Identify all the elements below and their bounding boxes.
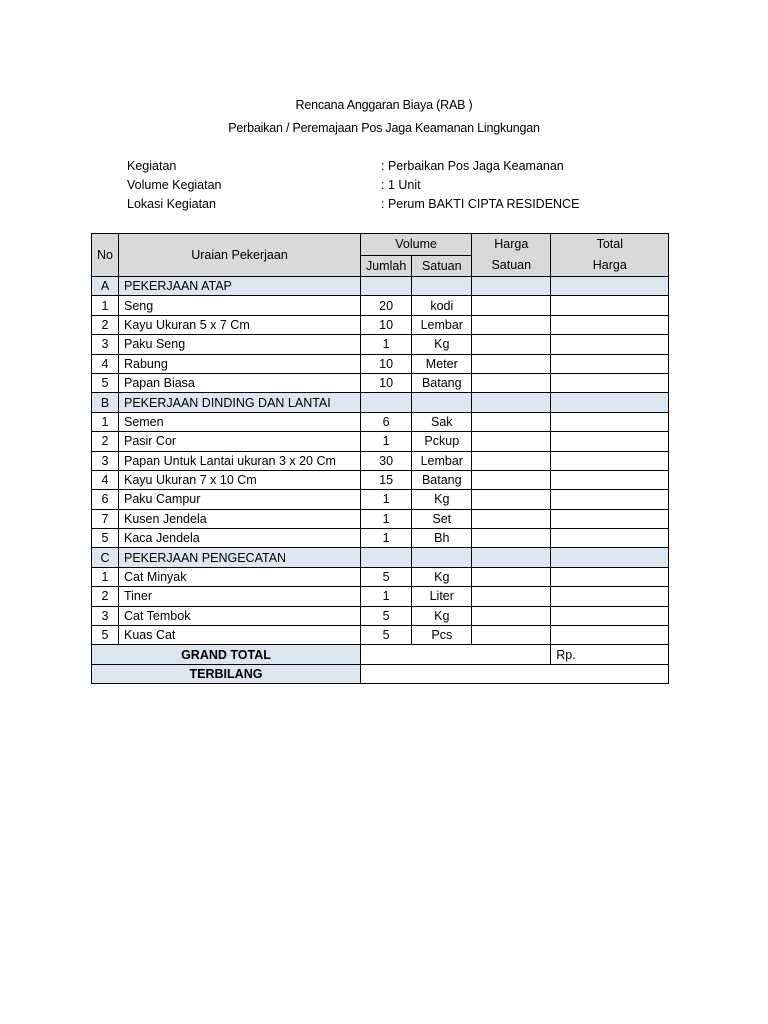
cell-satuan: Sak [412, 412, 472, 431]
cell-no: 1 [92, 296, 119, 315]
cell-jumlah: 30 [360, 451, 411, 470]
cell-no: 2 [92, 432, 119, 451]
cell-harga-satuan [472, 451, 551, 470]
table-row [92, 626, 669, 645]
grand-total-row [92, 645, 669, 664]
cell-satuan: Pckup [412, 432, 472, 451]
cell-no: 2 [92, 315, 119, 334]
cell-total-harga [551, 412, 669, 431]
document-title: Rencana Anggaran Biaya (RAB ) [295, 98, 473, 112]
cell-harga-satuan [472, 626, 551, 645]
cell-satuan: Kg [412, 567, 472, 586]
cell-harga-satuan [472, 509, 551, 528]
cell-uraian: Kuas Cat [118, 626, 360, 645]
cell-uraian: Kayu Ukuran 7 x 10 Cm [118, 470, 360, 489]
table-row [92, 296, 669, 315]
table-row [92, 451, 669, 470]
section-code: C [92, 548, 119, 567]
cell-uraian: Paku Seng [118, 335, 360, 354]
header-satuan: Satuan [412, 255, 472, 277]
cell-harga-satuan [472, 529, 551, 548]
header-total-harga [551, 234, 669, 277]
cell-satuan: Lembar [412, 315, 472, 334]
cell-total-harga [551, 373, 669, 392]
cell-harga-satuan [472, 335, 551, 354]
section-code: B [92, 393, 119, 412]
cell-no: 7 [92, 509, 119, 528]
table-header-row [92, 234, 669, 256]
cell-jumlah: 10 [360, 373, 411, 392]
cell-total-harga [551, 587, 669, 606]
cell-total-harga [551, 567, 669, 586]
info-label: Kegiatan [127, 159, 177, 173]
cell-satuan: Kg [412, 606, 472, 625]
cell-harga-satuan [472, 354, 551, 373]
cell-uraian: Pasir Cor [118, 432, 360, 451]
cell-empty [412, 393, 472, 412]
section-name: PEKERJAAN PENGECATAN [118, 548, 360, 567]
cell-jumlah: 6 [360, 412, 411, 431]
header-uraian: Uraian Pekerjaan [118, 234, 360, 277]
cell-jumlah: 1 [360, 335, 411, 354]
table-row [92, 470, 669, 489]
cell-jumlah: 15 [360, 470, 411, 489]
cell-satuan: Kg [412, 490, 472, 509]
cell-jumlah: 10 [360, 354, 411, 373]
cell-satuan: kodi [412, 296, 472, 315]
cell-uraian: Cat Tembok [118, 606, 360, 625]
cell-empty [360, 277, 411, 296]
rab-table [91, 233, 669, 684]
table-row [92, 373, 669, 392]
cell-harga-satuan [472, 412, 551, 431]
cell-total-harga [551, 470, 669, 489]
cell-harga-satuan [472, 432, 551, 451]
cell-jumlah: 20 [360, 296, 411, 315]
info-value: : Perum BAKTI CIPTA RESIDENCE [381, 197, 580, 211]
document-subtitle: Perbaikan / Peremajaan Pos Jaga Keamanan Lingkungan [228, 121, 540, 135]
table-row [92, 335, 669, 354]
cell-satuan: Batang [412, 373, 472, 392]
terbilang-label: TERBILANG [92, 664, 361, 683]
cell-no: 5 [92, 529, 119, 548]
section-row [92, 277, 669, 296]
cell-empty [472, 548, 551, 567]
cell-uraian: Papan Biasa [118, 373, 360, 392]
cell-satuan: Pcs [412, 626, 472, 645]
cell-uraian: Kaca Jendela [118, 529, 360, 548]
info-label: Lokasi Kegiatan [127, 197, 216, 211]
header-no: No [92, 234, 119, 277]
info-value: : Perbaikan Pos Jaga Keamanan [381, 159, 564, 173]
cell-satuan: Set [412, 509, 472, 528]
cell-no: 6 [92, 490, 119, 509]
grand-total-label: GRAND TOTAL [92, 645, 361, 664]
cell-uraian: Semen [118, 412, 360, 431]
table-row [92, 567, 669, 586]
cell-no: 3 [92, 606, 119, 625]
cell-empty [551, 393, 669, 412]
cell-total-harga [551, 432, 669, 451]
header-total-line1: Total [596, 237, 623, 251]
cell-total-harga [551, 451, 669, 470]
table-row [92, 490, 669, 509]
table-row [92, 354, 669, 373]
cell-empty [360, 393, 411, 412]
cell-satuan: Meter [412, 354, 472, 373]
table-row [92, 509, 669, 528]
cell-total-harga [551, 335, 669, 354]
header-harga-line1: Harga [494, 237, 529, 251]
cell-harga-satuan [472, 296, 551, 315]
cell-harga-satuan [472, 606, 551, 625]
cell-uraian: Rabung [118, 354, 360, 373]
cell-jumlah: 1 [360, 529, 411, 548]
cell-total-harga [551, 490, 669, 509]
header-harga-satuan [472, 234, 551, 277]
cell-jumlah: 5 [360, 606, 411, 625]
cell-harga-satuan [472, 587, 551, 606]
cell-satuan: Liter [412, 587, 472, 606]
cell-empty [551, 277, 669, 296]
cell-jumlah: 5 [360, 626, 411, 645]
section-name: PEKERJAAN DINDING DAN LANTAI [118, 393, 360, 412]
grand-total-value: Rp. [551, 645, 669, 664]
cell-no: 3 [92, 451, 119, 470]
terbilang-value [360, 664, 668, 683]
cell-total-harga [551, 626, 669, 645]
cell-satuan: Lembar [412, 451, 472, 470]
table-row [92, 412, 669, 431]
table-row [92, 606, 669, 625]
cell-no: 4 [92, 354, 119, 373]
header-harga-line2: Satuan [491, 258, 532, 272]
cell-uraian: Seng [118, 296, 360, 315]
table-row [92, 587, 669, 606]
cell-jumlah: 5 [360, 567, 411, 586]
cell-uraian: Kusen Jendela [118, 509, 360, 528]
cell-total-harga [551, 315, 669, 334]
cell-total-harga [551, 354, 669, 373]
cell-harga-satuan [472, 567, 551, 586]
terbilang-row [92, 664, 669, 683]
cell-jumlah: 10 [360, 315, 411, 334]
cell-total-harga [551, 606, 669, 625]
section-name: PEKERJAAN ATAP [118, 277, 360, 296]
cell-no: 5 [92, 626, 119, 645]
cell-empty [360, 645, 550, 664]
cell-empty [412, 548, 472, 567]
cell-no: 5 [92, 373, 119, 392]
cell-jumlah: 1 [360, 587, 411, 606]
header-jumlah: Jumlah [360, 255, 411, 277]
cell-no: 2 [92, 587, 119, 606]
section-row [92, 393, 669, 412]
cell-total-harga [551, 509, 669, 528]
cell-uraian: Kayu Ukuran 5 x 7 Cm [118, 315, 360, 334]
cell-no: 1 [92, 412, 119, 431]
cell-uraian: Papan Untuk Lantai ukuran 3 x 20 Cm [118, 451, 360, 470]
cell-jumlah: 1 [360, 509, 411, 528]
cell-total-harga [551, 529, 669, 548]
info-label: Volume Kegiatan [127, 178, 222, 192]
table-row [92, 315, 669, 334]
info-value: : 1 Unit [381, 178, 421, 192]
cell-jumlah: 1 [360, 432, 411, 451]
header-volume: Volume [360, 234, 471, 256]
cell-uraian: Cat Minyak [118, 567, 360, 586]
cell-total-harga [551, 296, 669, 315]
cell-satuan: Bh [412, 529, 472, 548]
cell-no: 4 [92, 470, 119, 489]
cell-empty [472, 393, 551, 412]
cell-no: 3 [92, 335, 119, 354]
cell-jumlah: 1 [360, 490, 411, 509]
section-code: A [92, 277, 119, 296]
cell-satuan: Batang [412, 470, 472, 489]
cell-uraian: Tiner [118, 587, 360, 606]
table-row [92, 529, 669, 548]
cell-satuan: Kg [412, 335, 472, 354]
cell-uraian: Paku Campur [118, 490, 360, 509]
table-row [92, 432, 669, 451]
cell-empty [472, 277, 551, 296]
cell-harga-satuan [472, 373, 551, 392]
cell-empty [551, 548, 669, 567]
section-row [92, 548, 669, 567]
header-total-line2: Harga [592, 258, 627, 272]
cell-harga-satuan [472, 470, 551, 489]
cell-harga-satuan [472, 490, 551, 509]
cell-harga-satuan [472, 315, 551, 334]
cell-empty [412, 277, 472, 296]
cell-no: 1 [92, 567, 119, 586]
cell-empty [360, 548, 411, 567]
